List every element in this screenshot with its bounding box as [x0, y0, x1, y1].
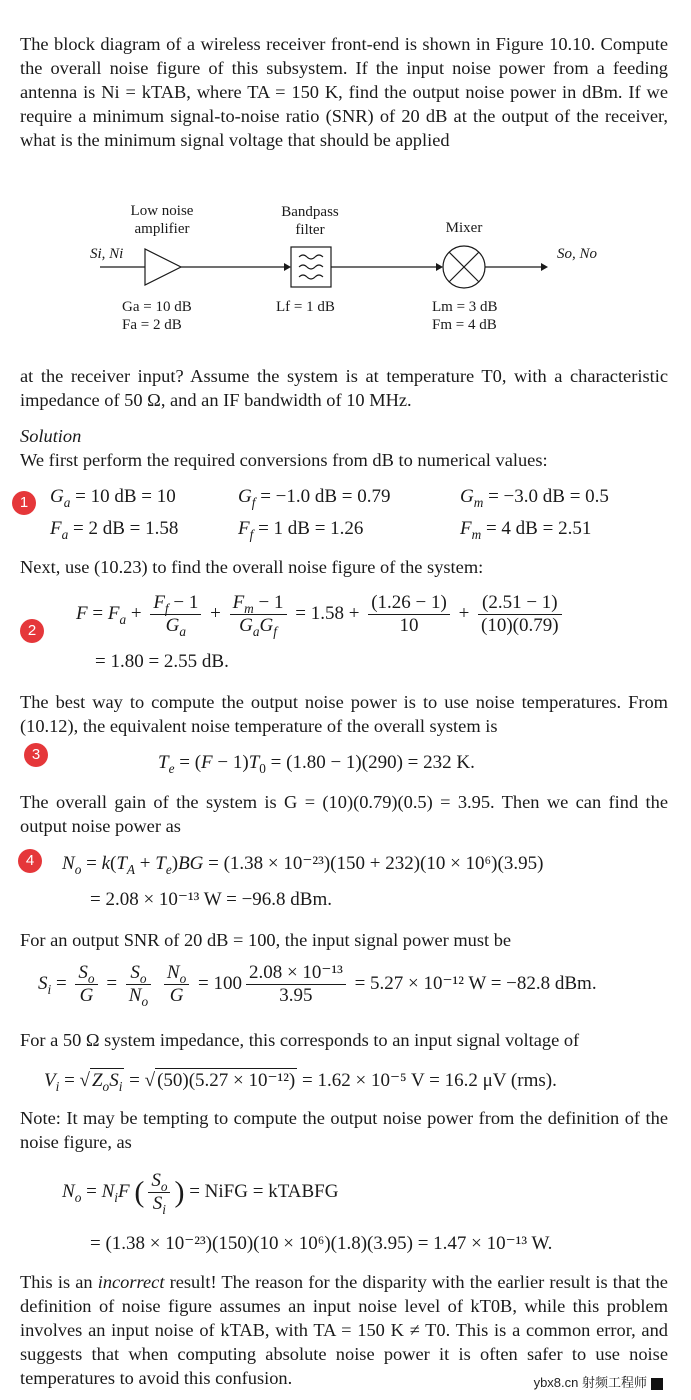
problem-statement: The block diagram of a wireless receiver front-end is shown in Figure 10.10. Compute the overall noise figure of this subsystem. If the input noise power from a feeding antenna is Ni = kTAB, where TA = 150 K, find the output noise power in dBm. If we require a minimum signal-to-noise ratio (SNR) of 20 dB at the output of the receiver, what is the minimum signal voltage that should be applied: [20, 34, 668, 150]
lna-params: Ga = 10 dB Fa = 2 dB: [122, 299, 192, 333]
solution-step-8: This is an incorrect result! The reason for the disparity with the earlier result is that the definition of noise figure assumes an input noise level of kT0B, while this problem involves an input noise of kTAB, with TA = 150 K ≠ T0. This is a common error, and suggests that when computing absolute noise power it is often safer to use noise temperatures to avoid this confusion.: [20, 1272, 668, 1388]
solution-step-2: Next, use (10.23) to find the overall noise figure of the system:: [20, 557, 484, 577]
arrowhead-icon: [284, 263, 291, 271]
filter-wave-icon: [299, 255, 323, 279]
watermark-logo-icon: [651, 1378, 663, 1390]
output-noise-result: = 2.08 × 10⁻¹³ W = −96.8 dBm.: [90, 889, 332, 910]
solution-step-3: The best way to compute the output noise power is to use noise temperatures. From (10.12), the equivalent noise temperature of the overall system is: [20, 692, 668, 736]
conv-ga: $G_a = 10$ dB = 10: [50, 486, 176, 510]
mixer-label: Mixer: [445, 220, 483, 236]
arrowhead-icon: [436, 263, 443, 271]
input-signal-label: Si, Ni: [90, 246, 124, 262]
solution-step-7: Note: It may be tempting to compute the output noise power from the definition of the noise figure, as: [20, 1108, 668, 1152]
solution-step-6: For a 50 Ω system impedance, this corresponds to an input signal voltage of: [20, 1030, 580, 1050]
incorrect-noise-equation: $N_o = N_iF$ ( $\frac{S_o}{S_i}$ ) = NiFG = kTABFG: [62, 1170, 339, 1217]
bandpass-filter-icon: [291, 247, 331, 287]
lna-label: Low noise amplifier: [130, 203, 194, 237]
conv-fa: $F_a = 2$ dB = 1.58: [50, 518, 179, 542]
arrowhead-icon: [541, 263, 548, 271]
conv-gf: $G_f = -1.0$ dB = 0.79: [238, 486, 391, 510]
amplifier-icon: [145, 249, 181, 285]
output-noise-equation: $N_o = k(T_A + T_e)BG = (1.38 \times 10^{-23})(150 + 232)(10 \times 10^6)(3.95)$: [62, 853, 544, 877]
badge-1: 1: [12, 491, 36, 515]
noise-figure-equation: $F = F_a$ + $\frac{F_f - 1}{G_a}$ + $\frac{F_m - 1}{G_aG_f}$ = 1.58 + $\frac{(1.26 - 1)}{10}$ + $\frac{(2.51 - 1)}{(10)(0.79)}$: [76, 590, 566, 638]
badge-4: 4: [18, 849, 42, 873]
output-signal-label: So, No: [557, 246, 598, 262]
filter-params: Lf = 1 dB: [276, 299, 335, 315]
problem-continuation: at the receiver input? Assume the system is at temperature T0, with a characteristic impedance of 50 Ω, and an IF bandwidth of 10 MHz.: [20, 366, 668, 410]
watermark: ybx8.cn 射频工程师: [530, 1371, 667, 1392]
solution-step-5: For an output SNR of 20 dB = 100, the input signal power must be: [20, 930, 512, 950]
conv-fm: $F_m = 4$ dB = 2.51: [460, 518, 592, 542]
signal-voltage-equation: $V_i$ = √ $Z_oS_i$ = √ (50)(5.27 × 10⁻¹²) = 1.62 × 10⁻⁵ V = 16.2 μV (rms).: [44, 1070, 557, 1094]
signal-power-equation: $S_i$ = $\frac{S_o}{G}$ = $\frac{S_o}{N_o}$ $\frac{N_o}{G}$ = 100 $\frac{\text{2.08 × 10⁻¹³}}{3.95}$ = 5.27 × 10⁻¹² W = −82.8 dBm.: [38, 962, 597, 1009]
solution-step-1: We first perform the required conversions from dB to numerical values:: [20, 450, 548, 470]
badge-3: 3: [24, 743, 48, 767]
noise-temperature-equation: $T_e = (F - 1)T_0 = (1.80 - 1)(290) = 232$ K.: [158, 752, 475, 776]
noise-figure-result: = 1.80 = 2.55 dB.: [95, 651, 229, 672]
filter-label: Bandpass filter: [281, 204, 339, 238]
solution-heading: Solution: [20, 426, 82, 446]
solution-step-4: The overall gain of the system is G = (10)(0.79)(0.5) = 3.95. Then we can find the output noise power as: [20, 792, 668, 836]
mixer-params: Lm = 3 dB Fm = 4 dB: [432, 299, 498, 333]
conv-ff: $F_f = 1$ dB = 1.26: [238, 518, 364, 542]
conv-gm: $G_m = -3.0$ dB = 0.5: [460, 486, 609, 510]
badge-2: 2: [20, 619, 44, 643]
incorrect-noise-result: = (1.38 × 10⁻²³)(150)(10 × 10⁶)(1.8)(3.95) = 1.47 × 10⁻¹³ W.: [90, 1233, 553, 1254]
